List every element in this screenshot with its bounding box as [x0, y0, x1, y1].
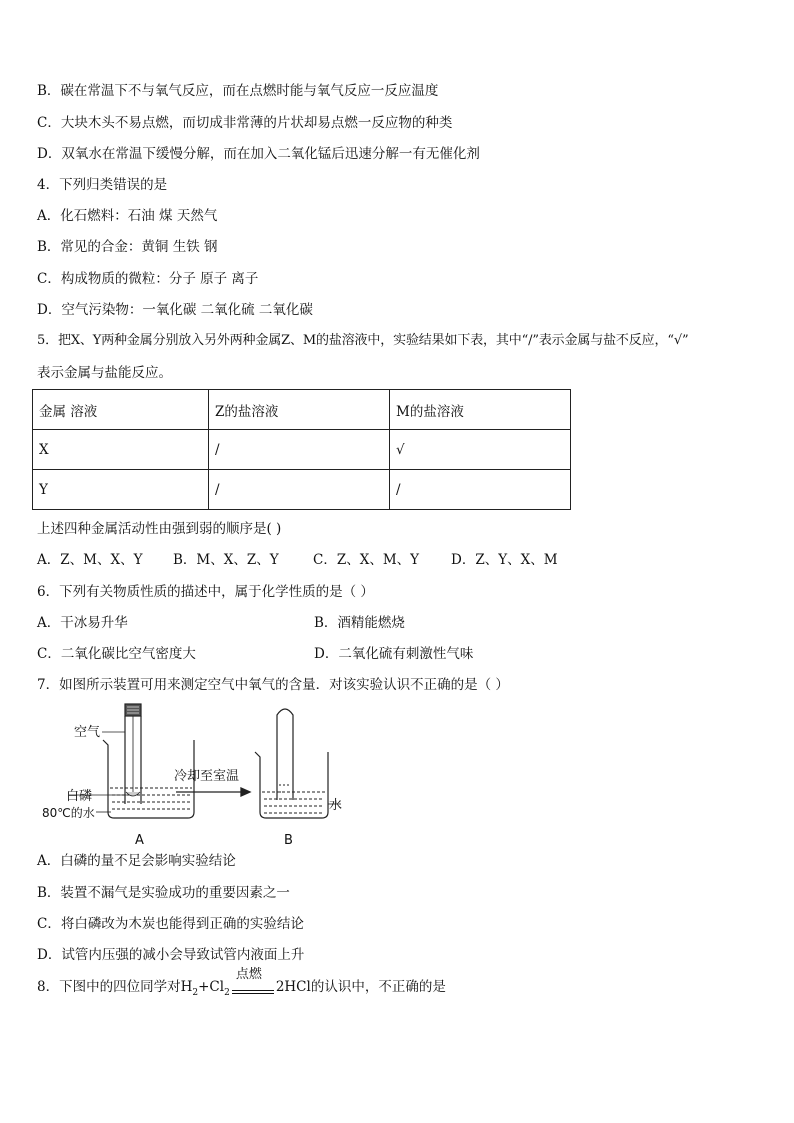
formula-h-subscript: 2: [192, 988, 199, 998]
table-header-row: [33, 390, 571, 430]
test-tube-b: [277, 709, 293, 800]
q3-option-d: D．双氧水在常温下缓慢分解，而在加入二氧化锰后迅速分解一有无催化剂: [37, 146, 480, 162]
formula-h: H: [180, 979, 193, 995]
table-cell: /: [209, 470, 390, 510]
q7-option-c: C．将白磷改为木炭也能得到正确的实验结论: [37, 916, 304, 932]
q5-option-b: B．M、X、Z、Y: [173, 552, 279, 568]
q7-apparatus-figure: [36, 700, 366, 850]
q6-option-a: A．干冰易升华: [37, 615, 128, 631]
q8-prefix: 8．下图中的四位同学对: [37, 979, 181, 995]
label-cool-to-room-temp: 冷却至室温: [174, 769, 240, 784]
jar-a: [125, 704, 141, 804]
label-water-80c: 80℃的水: [42, 806, 95, 820]
table-cell: X: [33, 430, 209, 470]
label-b: B: [284, 833, 293, 848]
q4-option-b: B．常见的合金：黄铜 生铁 钢: [37, 239, 218, 255]
table-header-cell: Z的盐溶液: [209, 390, 390, 430]
q4-stem: 4．下列归类错误的是: [37, 177, 168, 193]
q3-option-c: C．大块木头不易点燃，而切成非常薄的片状却易点燃一反应物的种类: [37, 115, 453, 131]
q4-option-a: A．化石燃料：石油 煤 天然气: [37, 208, 218, 224]
q7-option-b: B．装置不漏气是实验成功的重要因素之一: [37, 885, 290, 901]
q7-stem: 7．如图所示装置可用来测定空气中氧气的含量．对该实验认识不正确的是（ ）: [37, 677, 509, 693]
q6-option-d: D．二氧化硫有刺激性气味: [314, 646, 474, 662]
q5-result-table: [32, 389, 571, 510]
q8-stem: [37, 967, 446, 998]
formula-product: 2HCl: [275, 979, 311, 995]
formula-cl-subscript: 2: [224, 988, 230, 998]
q6-option-c: C．二氧化碳比空气密度大: [37, 646, 196, 662]
q7-option-d: D．试管内压强的减小会导致试管内液面上升: [37, 947, 305, 963]
table-row: [33, 430, 571, 470]
table-cell: √: [390, 430, 571, 470]
formula-plus-cl: +Cl: [198, 979, 225, 995]
q6-option-b: B．酒精能燃烧: [314, 615, 405, 631]
reaction-condition-sign: [230, 967, 276, 998]
table-header-cell: 金属 溶液: [33, 390, 209, 430]
q5-question: 上述四种金属活动性由强到弱的顺序是( ): [37, 521, 282, 537]
table-cell: /: [209, 430, 390, 470]
label-air: 空气: [74, 725, 101, 740]
q4-option-c: C．构成物质的微粒：分子 原子 离子: [37, 271, 259, 287]
q6-stem: 6．下列有关物质性质的描述中，属于化学性质的是（ ）: [37, 584, 374, 600]
reaction-condition: 点燃: [235, 967, 262, 982]
table-cell: Y: [33, 470, 209, 510]
label-water: 水: [329, 798, 343, 813]
label-phosphorus: 白磷: [66, 789, 93, 804]
q4-option-d: D．空气污染物：一氧化碳 二氧化硫 二氧化碳: [37, 302, 313, 318]
q5-option-c: C．Z、X、M、Y: [313, 552, 420, 568]
table-header-cell: M的盐溶液: [390, 390, 571, 430]
q5-option-d: D．Z、Y、X、M: [451, 552, 558, 568]
beaker-b: [255, 752, 328, 818]
q5-stem-line2: 表示金属与盐能反应。: [37, 365, 172, 381]
q7-option-a: A．白磷的量不足会影响实验结论: [37, 853, 236, 869]
table-row: [33, 470, 571, 510]
q3-option-b: B．碳在常温下不与氧气反应，而在点燃时能与氧气反应一反应温度: [37, 83, 439, 99]
q5-stem-line1: 5．把X、Y两种金属分别放入另外两种金属Z、M的盐溶液中，实验结果如下表，其中“/”表示金属与盐不反应，“√”: [37, 333, 689, 348]
table-cell: /: [390, 470, 571, 510]
q5-option-a: A．Z、M、X、Y: [37, 552, 143, 568]
q8-suffix: 的认识中，不正确的是: [310, 979, 446, 995]
label-a: A: [135, 833, 144, 848]
